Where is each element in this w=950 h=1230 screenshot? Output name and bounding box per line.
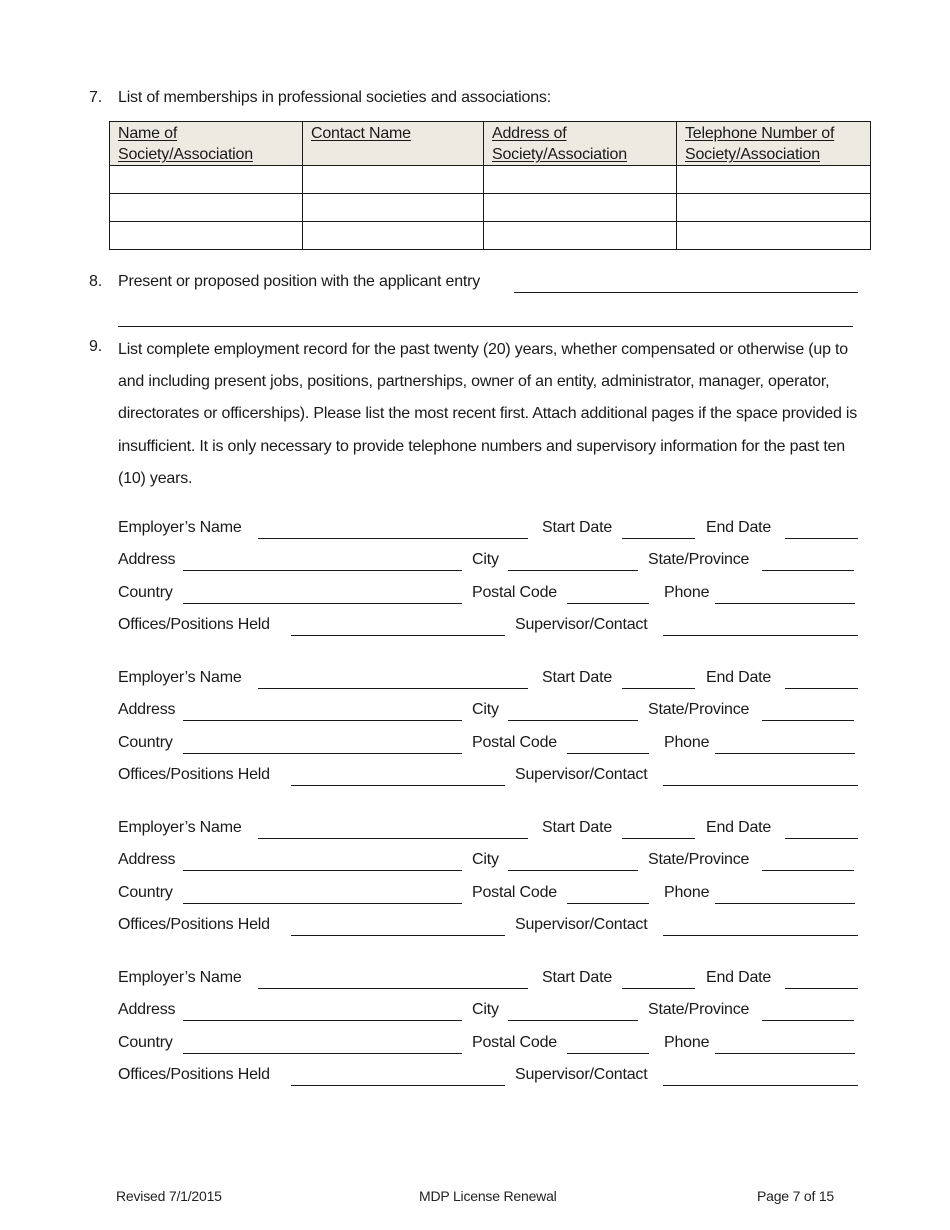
address-label: Address [118, 851, 176, 868]
start-date-field[interactable] [622, 987, 695, 989]
city-label: City [472, 701, 499, 718]
table-row [110, 222, 871, 250]
supervisor-field[interactable] [663, 1084, 858, 1086]
start-date-field[interactable] [622, 537, 695, 539]
postal-code-label: Postal Code [472, 734, 557, 751]
state-field[interactable] [762, 1019, 854, 1021]
table-cell[interactable] [110, 166, 303, 194]
postal-code-field[interactable] [567, 752, 649, 754]
postal-code-field[interactable] [567, 1052, 649, 1054]
end-date-field[interactable] [785, 537, 858, 539]
offices-field[interactable] [291, 634, 505, 636]
state-field[interactable] [762, 719, 854, 721]
start-date-field[interactable] [622, 837, 695, 839]
item-9-text: List complete employment record for the past twenty (20) years, whether compensated or otherwise (up to and including present jobs, positions, partnerships, owner of an entity, administrator, manager, operator, directorates or officerships). Please list the most recent first. Attach additional pages if the space provided is insufficient. It is only necessary to provide telephone numbers and supervisory information for the past ten (10) years. [118, 341, 858, 487]
supervisor-label: Supervisor/Contact [515, 616, 648, 633]
table-cell[interactable] [677, 194, 871, 222]
address-label: Address [118, 1001, 176, 1018]
supervisor-field[interactable] [663, 634, 858, 636]
end-date-field[interactable] [785, 837, 858, 839]
end-date-field[interactable] [785, 687, 858, 689]
country-label: Country [118, 584, 173, 601]
employment-block [0, 819, 950, 949]
city-field[interactable] [508, 1019, 638, 1021]
end-date-label: End Date [706, 819, 772, 836]
supervisor-label: Supervisor/Contact [515, 916, 648, 933]
city-label: City [472, 551, 499, 568]
table-cell[interactable] [484, 222, 677, 250]
offices-label: Offices/Positions Held [118, 916, 270, 933]
item-8-number: 8. [89, 273, 102, 290]
employer-name-field[interactable] [258, 987, 528, 989]
end-date-label: End Date [706, 669, 772, 686]
phone-field[interactable] [715, 602, 855, 604]
position-field-line-2[interactable] [118, 325, 853, 327]
employment-block [0, 969, 950, 1099]
state-label: State/Province [648, 551, 750, 568]
footer-revised: Revised 7/1/2015 [116, 1188, 222, 1204]
address-field[interactable] [183, 719, 462, 721]
employer-name-label: Employer’s Name [118, 969, 242, 986]
table-cell[interactable] [110, 222, 303, 250]
offices-label: Offices/Positions Held [118, 616, 270, 633]
position-field-line-1[interactable] [514, 291, 858, 293]
phone-field[interactable] [715, 902, 855, 904]
postal-code-field[interactable] [567, 602, 649, 604]
supervisor-label: Supervisor/Contact [515, 766, 648, 783]
table-cell[interactable] [303, 166, 484, 194]
offices-label: Offices/Positions Held [118, 1066, 270, 1083]
phone-label: Phone [664, 1034, 710, 1051]
address-field[interactable] [183, 869, 462, 871]
employer-name-field[interactable] [258, 837, 528, 839]
phone-field[interactable] [715, 752, 855, 754]
postal-code-label: Postal Code [472, 884, 557, 901]
col-header-contact-name: Contact Name [303, 122, 484, 166]
city-label: City [472, 851, 499, 868]
end-date-label: End Date [706, 519, 772, 536]
employer-name-label: Employer’s Name [118, 669, 242, 686]
table-cell[interactable] [484, 194, 677, 222]
employment-block [0, 519, 950, 649]
offices-label: Offices/Positions Held [118, 766, 270, 783]
table-header-row [110, 122, 871, 166]
state-field[interactable] [762, 569, 854, 571]
footer-title: MDP License Renewal [419, 1188, 557, 1204]
state-label: State/Province [648, 1001, 750, 1018]
table-cell[interactable] [110, 194, 303, 222]
employer-name-label: Employer’s Name [118, 519, 242, 536]
employer-name-label: Employer’s Name [118, 819, 242, 836]
item-9-number: 9. [89, 338, 102, 355]
postal-code-label: Postal Code [472, 1034, 557, 1051]
supervisor-label: Supervisor/Contact [515, 1066, 648, 1083]
start-date-label: Start Date [542, 819, 613, 836]
country-label: Country [118, 884, 173, 901]
postal-code-field[interactable] [567, 902, 649, 904]
state-field[interactable] [762, 869, 854, 871]
table-cell[interactable] [484, 166, 677, 194]
employment-block [0, 669, 950, 799]
country-field[interactable] [183, 752, 462, 754]
employer-name-field[interactable] [258, 687, 528, 689]
item-8-text: Present or proposed position with the applicant entry [118, 273, 481, 290]
state-label: State/Province [648, 701, 750, 718]
offices-field[interactable] [291, 1084, 505, 1086]
state-label: State/Province [648, 851, 750, 868]
end-date-label: End Date [706, 969, 772, 986]
offices-field[interactable] [291, 784, 505, 786]
employer-name-field[interactable] [258, 537, 528, 539]
phone-label: Phone [664, 584, 710, 601]
end-date-field[interactable] [785, 987, 858, 989]
city-field[interactable] [508, 869, 638, 871]
address-field[interactable] [183, 1019, 462, 1021]
country-field[interactable] [183, 602, 462, 604]
offices-field[interactable] [291, 934, 505, 936]
phone-label: Phone [664, 884, 710, 901]
table-cell[interactable] [677, 166, 871, 194]
col-header-society-name: Name of Society/Association [110, 122, 303, 166]
postal-code-label: Postal Code [472, 584, 557, 601]
city-field[interactable] [508, 719, 638, 721]
address-label: Address [118, 551, 176, 568]
start-date-label: Start Date [542, 669, 613, 686]
table-row [110, 166, 871, 194]
address-label: Address [118, 701, 176, 718]
city-label: City [472, 1001, 499, 1018]
supervisor-field[interactable] [663, 784, 858, 786]
country-label: Country [118, 1034, 173, 1051]
item-7-text: List of memberships in professional societies and associations: [118, 89, 551, 106]
table-cell[interactable] [303, 194, 484, 222]
address-field[interactable] [183, 569, 462, 571]
item-7-number: 7. [89, 89, 102, 106]
col-header-society-address: Address of Society/Association [484, 122, 677, 166]
start-date-label: Start Date [542, 519, 613, 536]
start-date-label: Start Date [542, 969, 613, 986]
phone-field[interactable] [715, 1052, 855, 1054]
table-row [110, 194, 871, 222]
supervisor-field[interactable] [663, 934, 858, 936]
country-field[interactable] [183, 902, 462, 904]
col-header-society-phone: Telephone Number of Society/Association [677, 122, 871, 166]
phone-label: Phone [664, 734, 710, 751]
memberships-table [109, 121, 871, 250]
country-field[interactable] [183, 1052, 462, 1054]
start-date-field[interactable] [622, 687, 695, 689]
country-label: Country [118, 734, 173, 751]
table-cell[interactable] [303, 222, 484, 250]
footer-page-number: Page 7 of 15 [757, 1188, 834, 1204]
city-field[interactable] [508, 569, 638, 571]
table-cell[interactable] [677, 222, 871, 250]
